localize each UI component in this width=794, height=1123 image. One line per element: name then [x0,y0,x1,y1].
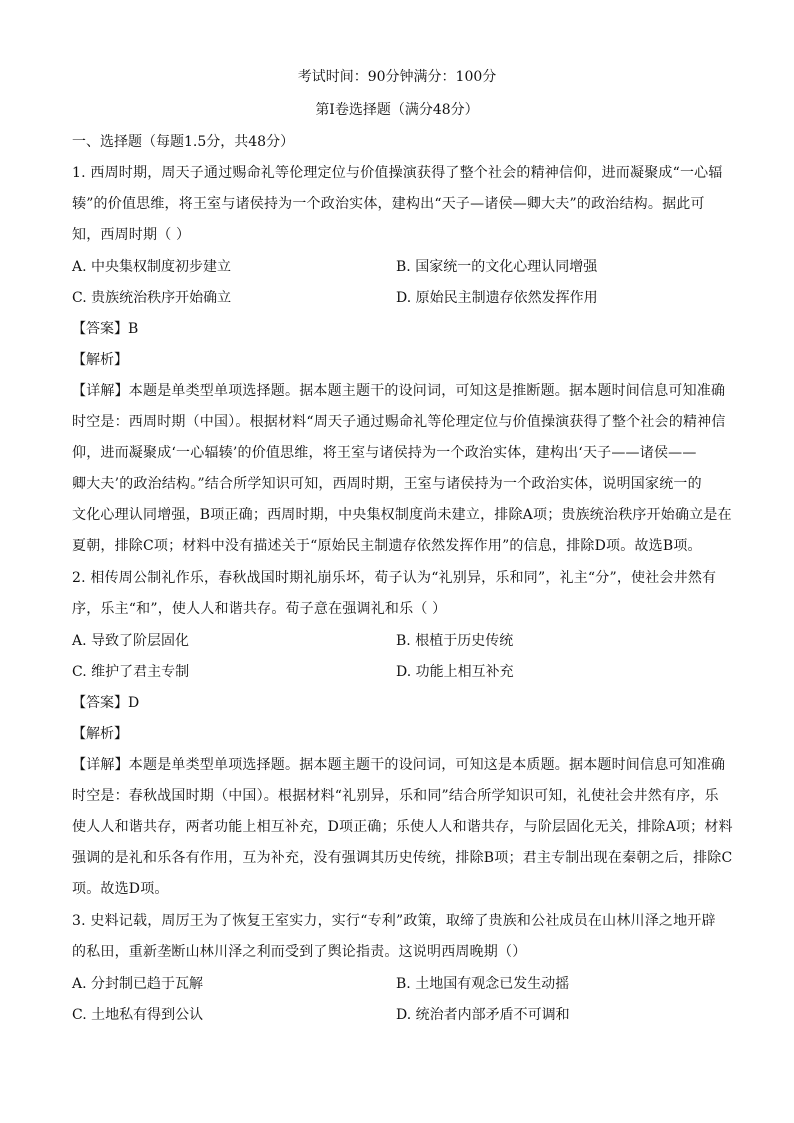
q1-option-a: A. 中央集权制度初步建立 [72,259,232,275]
q3-option-a: A. 分封制已趋于瓦解 [72,976,204,992]
q1-detail-line: 时空是：西周时期（中国）。根据材料“周天子通过赐命礼等伦理定位与价值操演获得了整个社会的精神信 [72,414,726,430]
q2-options-row [72,661,722,681]
q2-detail-line: 项。故选D项。 [72,881,169,897]
q1-detail-line: 卿大夫’的政治结构。”结合所学知识可知，西周时期，王室与诸侯持为一个政治实体，说明国家统一的 [72,476,702,492]
q1-option-d: D. 原始民主制遗存依然发挥作用 [396,290,598,306]
q2-option-a: A. 导致了阶层固化 [72,633,190,649]
q3-options-row [72,973,722,993]
q1-detail-line: 文化心理认同增强，B项正确；西周时期，中央集权制度尚未建立，排除A项；贵族统治秩序开始确立是在 [72,507,732,523]
section-title: 第Ⅰ卷选择题（满分48分） [315,102,479,118]
q1-detail-line: 【详解】本题是单类型单项选择题。据本题主题干的设问词，可知这是推断题。据本题时间信息可知准确 [72,383,726,399]
q3-options-row [72,1004,722,1024]
q2-analysis-label: 【解析】 [72,726,128,742]
q2-detail-line: 时空是：春秋战国时期（中国）。根据材料“礼别异，乐和同”结合所学知识可知，礼使社会井然有序，乐 [72,788,719,804]
q3-option-b: B. 土地国有观念已发生动摇 [396,976,570,992]
q2-stem-line: 序，乐主“和”，使人人和谐共存。荀子意在强调礼和乐（ ） [72,601,447,617]
q2-option-b: B. 根植于历史传统 [396,633,514,649]
q3-option-d: D. 统治者内部矛盾不可调和 [396,1007,570,1023]
q3-stem-line: 3. 史料记载，周厉王为了恢复王室实力，实行“专利”政策，取缔了贵族和公社成员在山林川泽之地开辟 [72,913,716,929]
q2-detail-line: 强调的是礼和乐各有作用，互为补充，没有强调其历史传统，排除B项；君主专制出现在秦朝之后，排除C [72,850,733,866]
exam-info: 考试时间：90分钟满分：100分 [297,69,497,85]
q2-detail-line: 使人人和谐共存，两者功能上相互补充，D项正确；乐使人人和谐共存，与阶层固化无关，排除A项；材料 [72,819,733,835]
q3-stem-line: 的私田，重新垄断山林川泽之利而受到了舆论指责。这说明西周晚期（） [72,944,527,960]
q1-option-b: B. 国家统一的文化心理认同增强 [396,259,598,275]
q2-stem-line: 2. 相传周公制礼作乐，春秋战国时期礼崩乐坏，荀子认为“礼别异，乐和同”，礼主“分”，使社会井然有 [72,570,717,586]
q1-stem-line: 1. 西周时期，周天子通过赐命礼等伦理定位与价值操演获得了整个社会的精神信仰，进而凝聚成“一心辐 [72,165,723,181]
q1-detail-line: 仰，进而凝聚成‘一心辐辏’的价值思维，将王室与诸侯持为一个政治实体，建构出‘天子——诸侯—— [72,445,697,461]
q1-stem-line: 辏”的价值思维，将王室与诸侯持为一个政治实体，建构出“天子—诸侯—卿大夫”的政治结构。据此可 [72,196,705,212]
q1-options-row [72,256,722,276]
q1-detail-line: 夏朝，排除C项；材料中没有描述关于“原始民主制遗存依然发挥作用”的信息，排除D项。故选B项。 [72,538,702,554]
q2-answer: 【答案】D [72,695,140,711]
q1-options-row [72,287,722,307]
q1-analysis-label: 【解析】 [72,352,128,368]
q2-detail-line: 【详解】本题是单类型单项选择题。据本题主题干的设问词，可知这是本质题。据本题时间信息可知准确 [72,757,726,773]
q2-option-d: D. 功能上相互补充 [396,664,514,680]
q1-stem-line: 知，西周时期（ ） [72,227,191,243]
part-heading: 一、选择题（每题1.5分，共48分） [72,134,295,150]
q2-options-row [72,630,722,650]
q1-answer: 【答案】B [72,321,139,337]
q1-option-c: C. 贵族统治秩序开始确立 [72,290,232,306]
q2-option-c: C. 维护了君主专制 [72,664,190,680]
q3-option-c: C. 土地私有得到公认 [72,1007,204,1023]
